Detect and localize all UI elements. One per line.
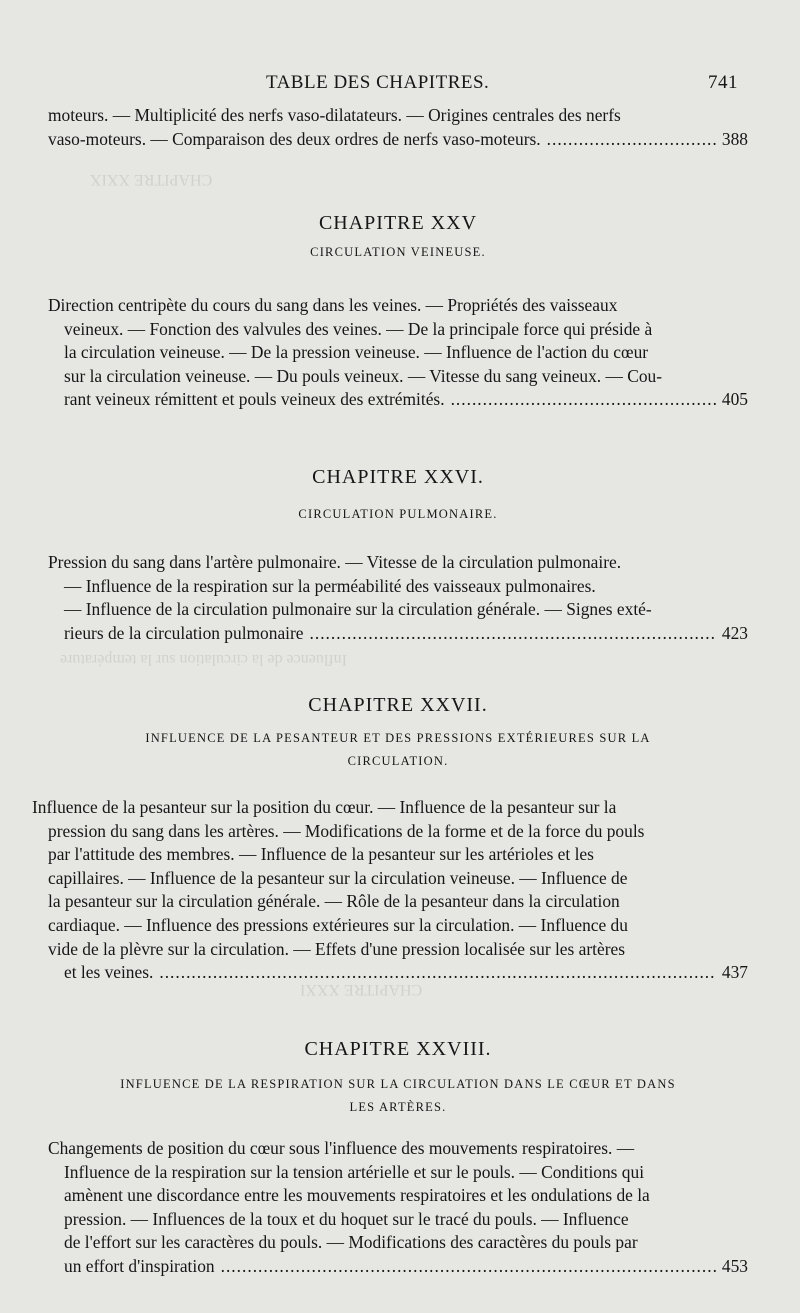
entry-text-line: amènent une discordance entre les mouvements respiratoires et les ondulations de la [64,1185,650,1206]
chapter-title: CHAPITRE XXV [318,212,478,234]
chapter-26-summary [48,551,748,645]
entry-text-line: la circulation veineuse. — De la pression veineuse. — Influence de l'action du cœur [64,342,649,363]
entry-final-line [48,961,748,985]
dot-leader [451,388,716,412]
chapter-25 [48,212,748,264]
entry-page-ref: 405 [721,389,748,410]
chapter-25-summary [48,294,748,412]
entry-text-line: veineux. — Fonction des valvules des veines. — De la principale force qui préside à [64,318,653,339]
entry-final-line [48,388,748,412]
chapter-27-summary [32,796,748,985]
dot-leader [547,128,716,152]
chapter-subtitle: INFLUENCE DE LA PESANTEUR ET DES PRESSIONS EXTÉRIEURES SUR LA [145,731,651,745]
bleed-through-text: Influence de la circulation sur la température [60,651,347,668]
dot-leader [310,622,716,646]
running-head-title: TABLE DES CHAPITRES. [266,72,490,93]
entry-page-ref: 437 [721,962,748,983]
entry-text-line: vide de la plèvre sur la circulation. — Effets d'une pression localisée sur les artères [48,938,625,959]
chapter-subtitle: INFLUENCE DE LA RESPIRATION SUR LA CIRCULATION DANS LE CŒUR ET DANS [120,1077,676,1091]
entry-text-line: sur la circulation veineuse. — Du pouls veineux. — Vitesse du sang veineux. — Cou- [64,365,663,386]
chapter-subtitle: CIRCULATION. [347,754,449,768]
entry-text-line: capillaires. — Influence de la pesanteur sur la circulation veineuse. — Influence de [48,867,628,888]
entry-final-line [48,622,748,646]
entry-text-line: la pesanteur sur la circulation générale. — Rôle de la pesanteur dans la circulation [48,891,620,912]
chapter-28-summary [48,1137,748,1279]
intro-entry [48,104,748,151]
running-head [48,72,748,102]
chapter-subtitle: CIRCULATION VEINEUSE. [310,245,486,259]
bleed-through-text: CHAPITRE XXIX [90,171,213,188]
chapter-26 [48,466,748,526]
chapter-28 [48,1038,748,1119]
chapter-title: CHAPITRE XXVII. [308,694,488,716]
entry-text-line: moteurs. — Multiplicité des nerfs vaso-dilatateurs. — Origines centrales des nerfs [48,105,621,125]
entry-text-line: Influence de la respiration sur la tension artérielle et sur le pouls. — Conditions qui [64,1161,645,1182]
entry-text-line: de l'effort sur les caractères du pouls. — Modifications des caractères du pouls par [64,1232,638,1253]
chapter-title: CHAPITRE XXVI. [312,466,484,488]
entry-text-line: pression du sang dans les artères. — Modifications de la forme et de la force du pouls [48,820,645,841]
entry-text-line: un effort d'inspiration [64,1255,215,1276]
entry-text-line: Pression du sang dans l'artère pulmonaire. — Vitesse de la circulation pulmonaire. [48,552,622,572]
entry-text-line: par l'attitude des membres. — Influence de la pesanteur sur les artérioles et les [48,844,594,865]
entry-text-line: — Influence de la respiration sur la perméabilité des vaisseaux pulmonaires. [64,575,596,596]
entry-page-ref: 453 [721,1255,748,1276]
entry-final-line [48,1255,748,1279]
chapter-subtitle: LES ARTÈRES. [349,1100,447,1114]
entry-text-line: cardiaque. — Influence des pressions extérieures sur la circulation. — Influence du [48,914,628,935]
entry-text-line: Influence de la pesanteur sur la position du cœur. — Influence de la pesanteur sur la [32,797,617,817]
chapter-subtitle: CIRCULATION PULMONAIRE. [298,507,498,521]
entry-text-line: — Influence de la circulation pulmonaire sur la circulation générale. — Signes exté- [64,599,652,620]
entry-text-line: pression. — Influences de la toux et du hoquet sur le tracé du pouls. — Influence [64,1208,629,1229]
page-number: 741 [708,72,738,93]
bleed-through-text: CHAPITRE XXXI [300,981,423,998]
dot-leader [159,961,716,985]
dot-leader [221,1255,716,1279]
entry-final-line [48,128,748,152]
entry-page-ref: 423 [721,622,748,643]
entry-text-line: et les veines. [64,962,154,983]
entry-page-ref: 388 [721,128,748,149]
chapter-title: CHAPITRE XXVIII. [304,1038,492,1060]
entry-text-line: Direction centripète du cours du sang dans les veines. — Propriétés des vaisseaux [48,295,618,315]
entry-text-line: Changements de position du cœur sous l'influence des mouvements respiratoires. — [48,1138,635,1158]
chapter-27 [48,694,748,773]
entry-text-line: rant veineux rémittent et pouls veineux des extrémités. [64,389,445,410]
entry-text-line: rieurs de la circulation pulmonaire [64,622,304,643]
entry-text-line: vaso-moteurs. — Comparaison des deux ordres de nerfs vaso-moteurs. [48,128,541,149]
